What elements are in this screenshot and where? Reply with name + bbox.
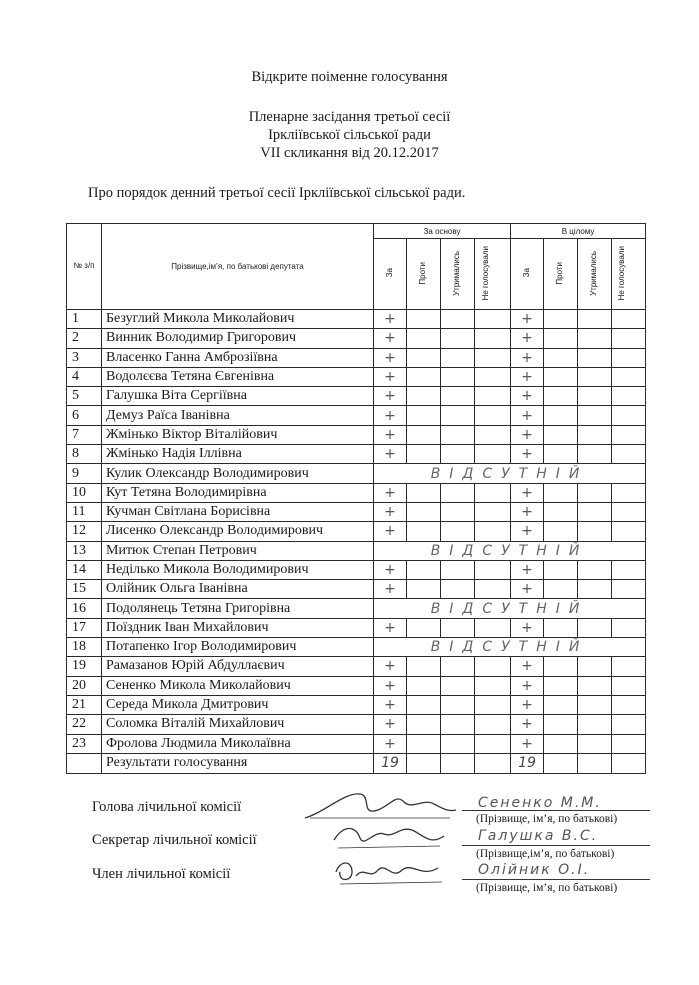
row-number: 19 bbox=[67, 657, 102, 676]
vote-for-basis: + bbox=[374, 715, 407, 734]
deputy-name: Кулик Олександр Володимирович bbox=[102, 464, 374, 483]
vote-for-whole: + bbox=[511, 310, 544, 329]
absent-mark: ВІДСУТНІЙ bbox=[374, 599, 646, 618]
deputy-name: Кучман Світлана Борисівна bbox=[102, 502, 374, 521]
vote-none-whole bbox=[612, 695, 646, 714]
vote-abstain-whole bbox=[578, 425, 612, 444]
member-name: Олійник О.І. bbox=[478, 862, 591, 878]
vote-for-basis: + bbox=[374, 657, 407, 676]
secretary-label: Секретар лічильної комісії bbox=[92, 832, 257, 848]
vote-against-basis bbox=[407, 522, 441, 541]
vote-for-whole: + bbox=[511, 657, 544, 676]
row-number: 15 bbox=[67, 580, 102, 599]
vote-for-whole: + bbox=[511, 406, 544, 425]
vote-none-basis bbox=[475, 310, 511, 329]
vote-none-basis bbox=[475, 676, 511, 695]
vote-for-basis: + bbox=[374, 522, 407, 541]
deputy-name: Власенко Ганна Амброзіївна bbox=[102, 348, 374, 367]
deputy-name: Жмінько Віктор Віталійович bbox=[102, 425, 374, 444]
vote-abstain-whole bbox=[578, 618, 612, 637]
vote-against-basis bbox=[407, 715, 441, 734]
vote-against-whole bbox=[544, 560, 578, 579]
deputy-name: Рамазанов Юрій Абдуллаєвич bbox=[102, 657, 374, 676]
table-row bbox=[67, 657, 646, 676]
vote-abstain-basis bbox=[441, 483, 475, 502]
vote-abstain-basis bbox=[441, 676, 475, 695]
total-for-whole: 19 bbox=[511, 753, 544, 773]
table-row bbox=[67, 406, 646, 425]
row-number: 8 bbox=[67, 445, 102, 464]
row-number: 7 bbox=[67, 425, 102, 444]
vote-abstain-whole bbox=[578, 387, 612, 406]
row-number: 1 bbox=[67, 310, 102, 329]
vote-none-whole bbox=[612, 483, 646, 502]
vote-abstain-whole bbox=[578, 522, 612, 541]
vote-abstain-whole bbox=[578, 715, 612, 734]
vote-none-basis bbox=[475, 560, 511, 579]
vote-abstain-whole bbox=[578, 367, 612, 386]
vote-none-basis bbox=[475, 734, 511, 753]
row-number: 23 bbox=[67, 734, 102, 753]
vote-for-basis: + bbox=[374, 695, 407, 714]
deputy-name: Лисенко Олександр Володимирович bbox=[102, 522, 374, 541]
deputy-name: Кут Тетяна Володимирівна bbox=[102, 483, 374, 502]
row-number: 22 bbox=[67, 715, 102, 734]
vote-abstain-whole bbox=[578, 734, 612, 753]
vote-against-basis bbox=[407, 329, 441, 348]
table-row bbox=[67, 387, 646, 406]
vote-abstain-basis bbox=[441, 367, 475, 386]
vote-abstain-basis bbox=[441, 445, 475, 464]
chair-label: Голова лічильної комісії bbox=[92, 799, 242, 815]
vote-abstain-whole bbox=[578, 348, 612, 367]
deputy-name: Неділько Микола Володимирович bbox=[102, 560, 374, 579]
vote-against-basis bbox=[407, 425, 441, 444]
absent-mark: ВІДСУТНІЙ bbox=[374, 464, 646, 483]
vote-abstain-basis bbox=[441, 695, 475, 714]
vote-for-whole: + bbox=[511, 483, 544, 502]
deputy-name: Жмінько Надія Іллівна bbox=[102, 445, 374, 464]
convocation-line: VII скликання від 20.12.2017 bbox=[260, 145, 439, 161]
deputy-name: Фролова Людмила Миколаївна bbox=[102, 734, 374, 753]
vote-abstain-whole bbox=[578, 329, 612, 348]
row-number: 20 bbox=[67, 676, 102, 695]
header-group-basis: За основу bbox=[374, 224, 511, 239]
header-for-2: За bbox=[511, 239, 544, 310]
vote-none-whole bbox=[612, 406, 646, 425]
chair-caption: (Прізвище, ім’я, по батькові) bbox=[476, 813, 618, 825]
vote-against-basis bbox=[407, 502, 441, 521]
table-row bbox=[67, 310, 646, 329]
vote-against-basis bbox=[407, 310, 441, 329]
vote-none-basis bbox=[475, 425, 511, 444]
header-against-2: Проти bbox=[544, 239, 578, 310]
vote-for-whole: + bbox=[511, 502, 544, 521]
vote-none-basis bbox=[475, 445, 511, 464]
deputy-name: Олійник Ольга Іванівна bbox=[102, 580, 374, 599]
table-row bbox=[67, 522, 646, 541]
vote-abstain-whole bbox=[578, 483, 612, 502]
vote-none-whole bbox=[612, 522, 646, 541]
vote-against-basis bbox=[407, 676, 441, 695]
deputy-name: Винник Володимир Григорович bbox=[102, 329, 374, 348]
vote-table bbox=[66, 223, 646, 774]
member-signature bbox=[330, 852, 450, 888]
vote-for-whole: + bbox=[511, 695, 544, 714]
header-deputy-name: Прізвище,ім’я, по батькові депутата bbox=[102, 224, 374, 310]
table-row bbox=[67, 599, 646, 618]
vote-for-whole: + bbox=[511, 348, 544, 367]
vote-for-whole: + bbox=[511, 329, 544, 348]
row-number: 16 bbox=[67, 599, 102, 618]
session-line: Пленарне засідання третьої сесії bbox=[248, 109, 451, 125]
vote-abstain-basis bbox=[441, 502, 475, 521]
document-title: Відкрите поіменне голосування bbox=[251, 69, 448, 85]
total-for-basis: 19 bbox=[374, 753, 407, 773]
table-row bbox=[67, 715, 646, 734]
vote-none-whole bbox=[612, 387, 646, 406]
vote-abstain-basis bbox=[441, 348, 475, 367]
vote-against-whole bbox=[544, 387, 578, 406]
vote-for-basis: + bbox=[374, 348, 407, 367]
vote-against-whole bbox=[544, 502, 578, 521]
vote-abstain-whole bbox=[578, 580, 612, 599]
table-row bbox=[67, 676, 646, 695]
row-number: 10 bbox=[67, 483, 102, 502]
table-row bbox=[67, 348, 646, 367]
secretary-name: Галушка В.С. bbox=[478, 828, 599, 844]
vote-none-basis bbox=[475, 329, 511, 348]
vote-abstain-whole bbox=[578, 406, 612, 425]
vote-for-basis: + bbox=[374, 445, 407, 464]
vote-for-basis: + bbox=[374, 425, 407, 444]
row-number: 9 bbox=[67, 464, 102, 483]
vote-abstain-whole bbox=[578, 695, 612, 714]
vote-for-basis: + bbox=[374, 676, 407, 695]
vote-against-whole bbox=[544, 445, 578, 464]
row-number: 2 bbox=[67, 329, 102, 348]
vote-against-whole bbox=[544, 734, 578, 753]
absent-mark: ВІДСУТНІЙ bbox=[374, 541, 646, 560]
vote-against-whole bbox=[544, 657, 578, 676]
vote-abstain-whole bbox=[578, 445, 612, 464]
agenda-subject: Про порядок денний третьої сесії Ірклiївської сільської ради. bbox=[88, 185, 466, 201]
vote-none-basis bbox=[475, 695, 511, 714]
totals-row bbox=[67, 753, 646, 773]
vote-abstain-basis bbox=[441, 387, 475, 406]
vote-none-whole bbox=[612, 329, 646, 348]
vote-against-basis bbox=[407, 387, 441, 406]
vote-for-whole: + bbox=[511, 425, 544, 444]
secretary-name-line bbox=[462, 845, 650, 846]
vote-against-whole bbox=[544, 367, 578, 386]
vote-abstain-basis bbox=[441, 734, 475, 753]
vote-none-basis bbox=[475, 715, 511, 734]
vote-against-basis bbox=[407, 406, 441, 425]
table-row bbox=[67, 329, 646, 348]
vote-against-whole bbox=[544, 406, 578, 425]
vote-against-basis bbox=[407, 483, 441, 502]
row-number: 13 bbox=[67, 541, 102, 560]
table-row bbox=[67, 638, 646, 657]
vote-for-whole: + bbox=[511, 367, 544, 386]
row-number: 14 bbox=[67, 560, 102, 579]
vote-none-basis bbox=[475, 483, 511, 502]
vote-for-basis: + bbox=[374, 580, 407, 599]
vote-for-basis: + bbox=[374, 387, 407, 406]
vote-abstain-whole bbox=[578, 560, 612, 579]
member-name-line bbox=[462, 879, 650, 880]
vote-abstain-basis bbox=[441, 425, 475, 444]
vote-abstain-whole bbox=[578, 310, 612, 329]
vote-abstain-basis bbox=[441, 618, 475, 637]
vote-for-whole: + bbox=[511, 560, 544, 579]
table-row bbox=[67, 541, 646, 560]
vote-for-whole: + bbox=[511, 387, 544, 406]
deputy-name: Галушка Віта Сергіївна bbox=[102, 387, 374, 406]
vote-abstain-whole bbox=[578, 657, 612, 676]
row-number: 17 bbox=[67, 618, 102, 637]
vote-against-basis bbox=[407, 695, 441, 714]
vote-against-whole bbox=[544, 715, 578, 734]
row-number: 4 bbox=[67, 367, 102, 386]
vote-none-basis bbox=[475, 367, 511, 386]
deputy-name: Сененко Микола Миколайович bbox=[102, 676, 374, 695]
vote-none-basis bbox=[475, 657, 511, 676]
vote-against-whole bbox=[544, 676, 578, 695]
header-number: № з/п bbox=[67, 224, 102, 310]
vote-for-basis: + bbox=[374, 329, 407, 348]
vote-for-whole: + bbox=[511, 618, 544, 637]
vote-none-basis bbox=[475, 406, 511, 425]
deputy-name: Середа Микола Дмитрович bbox=[102, 695, 374, 714]
vote-against-basis bbox=[407, 348, 441, 367]
vote-abstain-basis bbox=[441, 310, 475, 329]
row-number: 6 bbox=[67, 406, 102, 425]
vote-abstain-basis bbox=[441, 580, 475, 599]
vote-for-whole: + bbox=[511, 580, 544, 599]
vote-none-basis bbox=[475, 348, 511, 367]
row-number: 12 bbox=[67, 522, 102, 541]
header-abstain-2: Утримались bbox=[578, 239, 612, 310]
header-novote-1: Не голосували bbox=[475, 239, 511, 310]
table-row bbox=[67, 695, 646, 714]
header-for-1: За bbox=[374, 239, 407, 310]
table-row bbox=[67, 445, 646, 464]
vote-for-whole: + bbox=[511, 734, 544, 753]
header-novote-2: Не голосували bbox=[612, 239, 646, 310]
vote-against-whole bbox=[544, 329, 578, 348]
vote-for-basis: + bbox=[374, 310, 407, 329]
vote-none-basis bbox=[475, 618, 511, 637]
table-row bbox=[67, 580, 646, 599]
absent-mark: ВІДСУТНІЙ bbox=[374, 638, 646, 657]
vote-abstain-basis bbox=[441, 329, 475, 348]
vote-none-whole bbox=[612, 310, 646, 329]
vote-abstain-whole bbox=[578, 676, 612, 695]
vote-against-whole bbox=[544, 580, 578, 599]
vote-abstain-basis bbox=[441, 522, 475, 541]
vote-against-whole bbox=[544, 348, 578, 367]
vote-against-basis bbox=[407, 560, 441, 579]
deputy-name: Митюк Степан Петрович bbox=[102, 541, 374, 560]
chair-name: Сененко М.М. bbox=[478, 795, 602, 811]
table-row bbox=[67, 483, 646, 502]
vote-against-basis bbox=[407, 734, 441, 753]
table-row bbox=[67, 425, 646, 444]
row-number: 5 bbox=[67, 387, 102, 406]
vote-abstain-basis bbox=[441, 657, 475, 676]
vote-for-basis: + bbox=[374, 483, 407, 502]
vote-none-whole bbox=[612, 715, 646, 734]
vote-against-basis bbox=[407, 618, 441, 637]
header-group-whole: В цілому bbox=[511, 224, 646, 239]
vote-none-whole bbox=[612, 734, 646, 753]
deputy-name: Потапенко Ігор Володимирович bbox=[102, 638, 374, 657]
row-number: 21 bbox=[67, 695, 102, 714]
vote-abstain-whole bbox=[578, 502, 612, 521]
vote-against-whole bbox=[544, 695, 578, 714]
vote-none-whole bbox=[612, 445, 646, 464]
vote-for-basis: + bbox=[374, 734, 407, 753]
vote-against-whole bbox=[544, 522, 578, 541]
deputy-name: Поїздник Іван Михайлович bbox=[102, 618, 374, 637]
vote-for-whole: + bbox=[511, 445, 544, 464]
header-against-1: Проти bbox=[407, 239, 441, 310]
member-caption: (Прізвище, ім’я, по батькові) bbox=[476, 882, 618, 894]
totals-label: Результати голосування bbox=[102, 753, 374, 773]
table-row bbox=[67, 367, 646, 386]
council-line: Ірклiївської сільської ради bbox=[268, 127, 431, 143]
deputy-name: Демуз Раїса Іванівна bbox=[102, 406, 374, 425]
vote-none-whole bbox=[612, 367, 646, 386]
table-row bbox=[67, 618, 646, 637]
vote-none-whole bbox=[612, 657, 646, 676]
vote-against-whole bbox=[544, 310, 578, 329]
vote-against-basis bbox=[407, 657, 441, 676]
vote-none-whole bbox=[612, 560, 646, 579]
vote-none-basis bbox=[475, 387, 511, 406]
vote-none-basis bbox=[475, 580, 511, 599]
member-label: Член лічильної комісії bbox=[92, 866, 231, 882]
table-row bbox=[67, 560, 646, 579]
table-row bbox=[67, 734, 646, 753]
vote-none-basis bbox=[475, 522, 511, 541]
secretary-caption: (Прізвище,ім’я, по батькові) bbox=[476, 848, 615, 860]
row-number: 11 bbox=[67, 502, 102, 521]
vote-against-whole bbox=[544, 618, 578, 637]
vote-for-basis: + bbox=[374, 560, 407, 579]
vote-none-whole bbox=[612, 502, 646, 521]
vote-for-whole: + bbox=[511, 676, 544, 695]
vote-for-whole: + bbox=[511, 715, 544, 734]
vote-none-whole bbox=[612, 348, 646, 367]
vote-abstain-basis bbox=[441, 715, 475, 734]
vote-against-whole bbox=[544, 425, 578, 444]
vote-abstain-basis bbox=[441, 406, 475, 425]
vote-none-basis bbox=[475, 502, 511, 521]
deputy-name: Подолянець Тетяна Григорівна bbox=[102, 599, 374, 618]
vote-none-whole bbox=[612, 618, 646, 637]
deputy-name: Водолєєва Тетяна Євгенівна bbox=[102, 367, 374, 386]
vote-against-basis bbox=[407, 445, 441, 464]
row-number: 3 bbox=[67, 348, 102, 367]
vote-for-basis: + bbox=[374, 618, 407, 637]
secretary-signature bbox=[330, 818, 450, 854]
vote-for-basis: + bbox=[374, 502, 407, 521]
vote-none-whole bbox=[612, 676, 646, 695]
vote-none-whole bbox=[612, 425, 646, 444]
vote-against-whole bbox=[544, 483, 578, 502]
row-number: 18 bbox=[67, 638, 102, 657]
vote-none-whole bbox=[612, 580, 646, 599]
vote-for-basis: + bbox=[374, 406, 407, 425]
table-row bbox=[67, 464, 646, 483]
vote-for-whole: + bbox=[511, 522, 544, 541]
deputy-name: Соломка Віталій Михайлович bbox=[102, 715, 374, 734]
header-abstain-1: Утримались bbox=[441, 239, 475, 310]
deputy-name: Безуглий Микола Миколайович bbox=[102, 310, 374, 329]
vote-against-basis bbox=[407, 580, 441, 599]
table-row bbox=[67, 502, 646, 521]
vote-for-basis: + bbox=[374, 367, 407, 386]
vote-against-basis bbox=[407, 367, 441, 386]
vote-abstain-basis bbox=[441, 560, 475, 579]
